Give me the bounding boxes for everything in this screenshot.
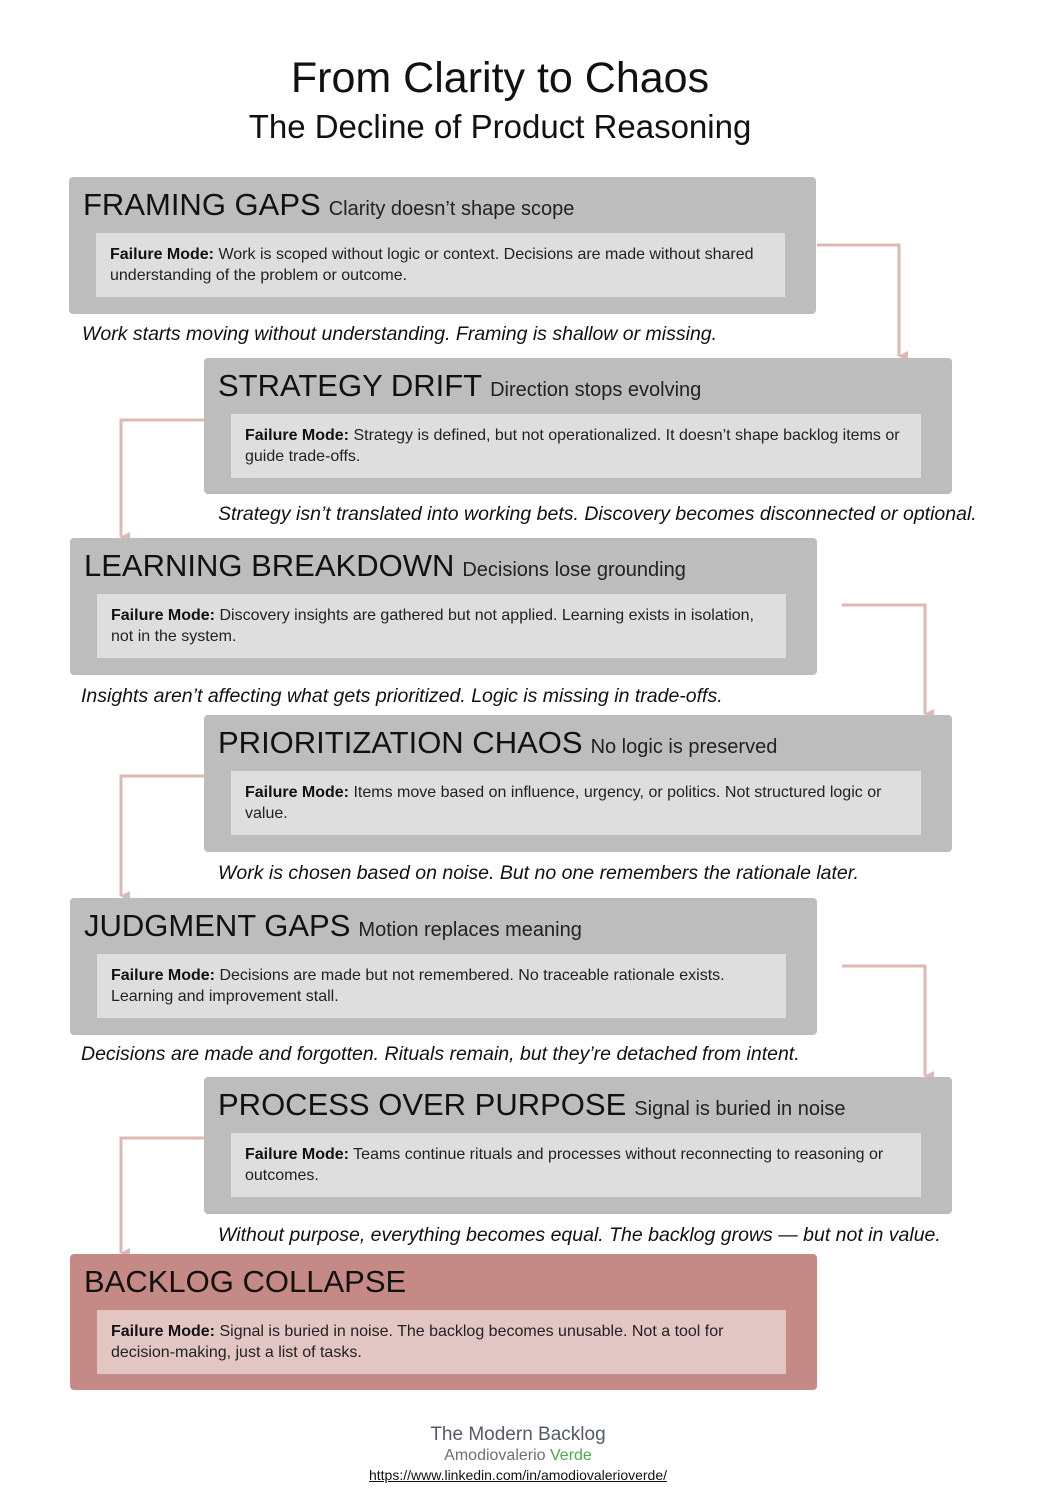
failure-mode-text: Discovery insights are gathered but not applied. Learning exists in isolation, not in the system. <box>111 607 754 645</box>
failure-mode-text: Work is scoped without logic or context. Decisions are made without shared understanding of the problem or outcome. <box>110 246 754 284</box>
failure-mode-text: Strategy is defined, but not operationalized. It doesn’t shape backlog items or guide trade-offs. <box>245 427 900 465</box>
stage-note: Decisions are made and forgotten. Rituals remain, but they’re detached from intent. <box>81 1043 800 1065</box>
failure-mode-label: Failure Mode: <box>245 784 350 801</box>
stage-card-process-over-purpose <box>204 1077 952 1214</box>
connector-arrow-2 <box>121 420 204 537</box>
stage-title: LEARNING BREAKDOWN <box>84 548 455 583</box>
stage-note: Insights aren’t affecting what gets prioritized. Logic is missing in trade-offs. <box>81 685 723 707</box>
stage-tagline: Clarity doesn’t shape scope <box>328 198 575 220</box>
failure-mode-text: Items move based on influence, urgency, or politics. Not structured logic or value. <box>245 784 882 822</box>
connector-arrow-6 <box>121 1138 204 1253</box>
stage-title: STRATEGY DRIFT <box>218 368 483 403</box>
stage-card-strategy-drift <box>204 358 952 494</box>
failure-mode-box <box>96 233 785 297</box>
failure-mode-box <box>231 414 921 478</box>
failure-mode-label: Failure Mode: <box>245 1146 350 1163</box>
stage-title: PRIORITIZATION CHAOS <box>218 725 583 760</box>
stage-note: Work is chosen based on noise. But no one remembers the rationale later. <box>218 862 859 884</box>
stage-tagline: Direction stops evolving <box>490 379 702 401</box>
failure-mode-label: Failure Mode: <box>245 427 350 444</box>
failure-mode-box <box>231 1133 921 1197</box>
stage-card-backlog-collapse <box>70 1254 817 1390</box>
failure-mode-label: Failure Mode: <box>111 967 216 984</box>
failure-mode-text: Signal is buried in noise. The backlog becomes unusable. Not a tool for decision-making, just a list of tasks. <box>111 1323 724 1361</box>
stage-card-framing-gaps <box>69 177 816 314</box>
stage-tagline: Decisions lose grounding <box>462 559 686 581</box>
stage-title: BACKLOG COLLAPSE <box>84 1264 407 1299</box>
stage-note: Strategy isn’t translated into working bets. Discovery becomes disconnected or optional. <box>218 503 977 525</box>
stage-note: Work starts moving without understanding. Framing is shallow or missing. <box>82 323 718 345</box>
connector-arrow-3 <box>842 605 925 714</box>
stage-title: FRAMING GAPS <box>83 187 321 222</box>
footer-publication: The Modern Backlog <box>430 1424 606 1445</box>
failure-mode-label: Failure Mode: <box>110 246 215 263</box>
stage-tagline: No logic is preserved <box>590 736 778 758</box>
footer-linkedin-link[interactable]: https://www.linkedin.com/in/amodiovalerioverde/ <box>368 1467 668 1483</box>
author-last-name: Verde <box>550 1447 592 1464</box>
stage-tagline: Signal is buried in noise <box>634 1098 846 1120</box>
stage-card-prioritization-chaos <box>204 715 952 852</box>
stage-title: JUDGMENT GAPS <box>84 908 351 943</box>
failure-mode-box <box>97 594 786 658</box>
page-subtitle: The Decline of Product Reasoning <box>248 108 752 145</box>
page-title: From Clarity to Chaos <box>290 54 710 102</box>
stage-note: Without purpose, everything becomes equal. The backlog grows — but not in value. <box>218 1224 941 1246</box>
failure-mode-label: Failure Mode: <box>111 1323 216 1340</box>
failure-mode-box <box>97 954 786 1018</box>
failure-mode-text: Decisions are made but not remembered. No traceable rationale exists. Learning and improvement stall. <box>111 967 725 1005</box>
stage-title: PROCESS OVER PURPOSE <box>218 1087 627 1122</box>
failure-mode-text: Teams continue rituals and processes without reconnecting to reasoning or outcomes. <box>245 1146 884 1184</box>
stage-card-learning-breakdown <box>70 538 817 675</box>
connector-arrow-5 <box>842 966 925 1076</box>
author-first-name: Amodiovalerio <box>444 1447 546 1464</box>
failure-mode-box <box>231 771 921 835</box>
connector-arrow-1 <box>817 245 899 356</box>
failure-mode-label: Failure Mode: <box>111 607 216 624</box>
stage-tagline: Motion replaces meaning <box>358 919 582 941</box>
footer-author <box>320 1446 716 1466</box>
stage-card-judgment-gaps <box>70 898 817 1035</box>
connector-arrow-4 <box>121 776 204 896</box>
failure-mode-box <box>97 1310 786 1374</box>
